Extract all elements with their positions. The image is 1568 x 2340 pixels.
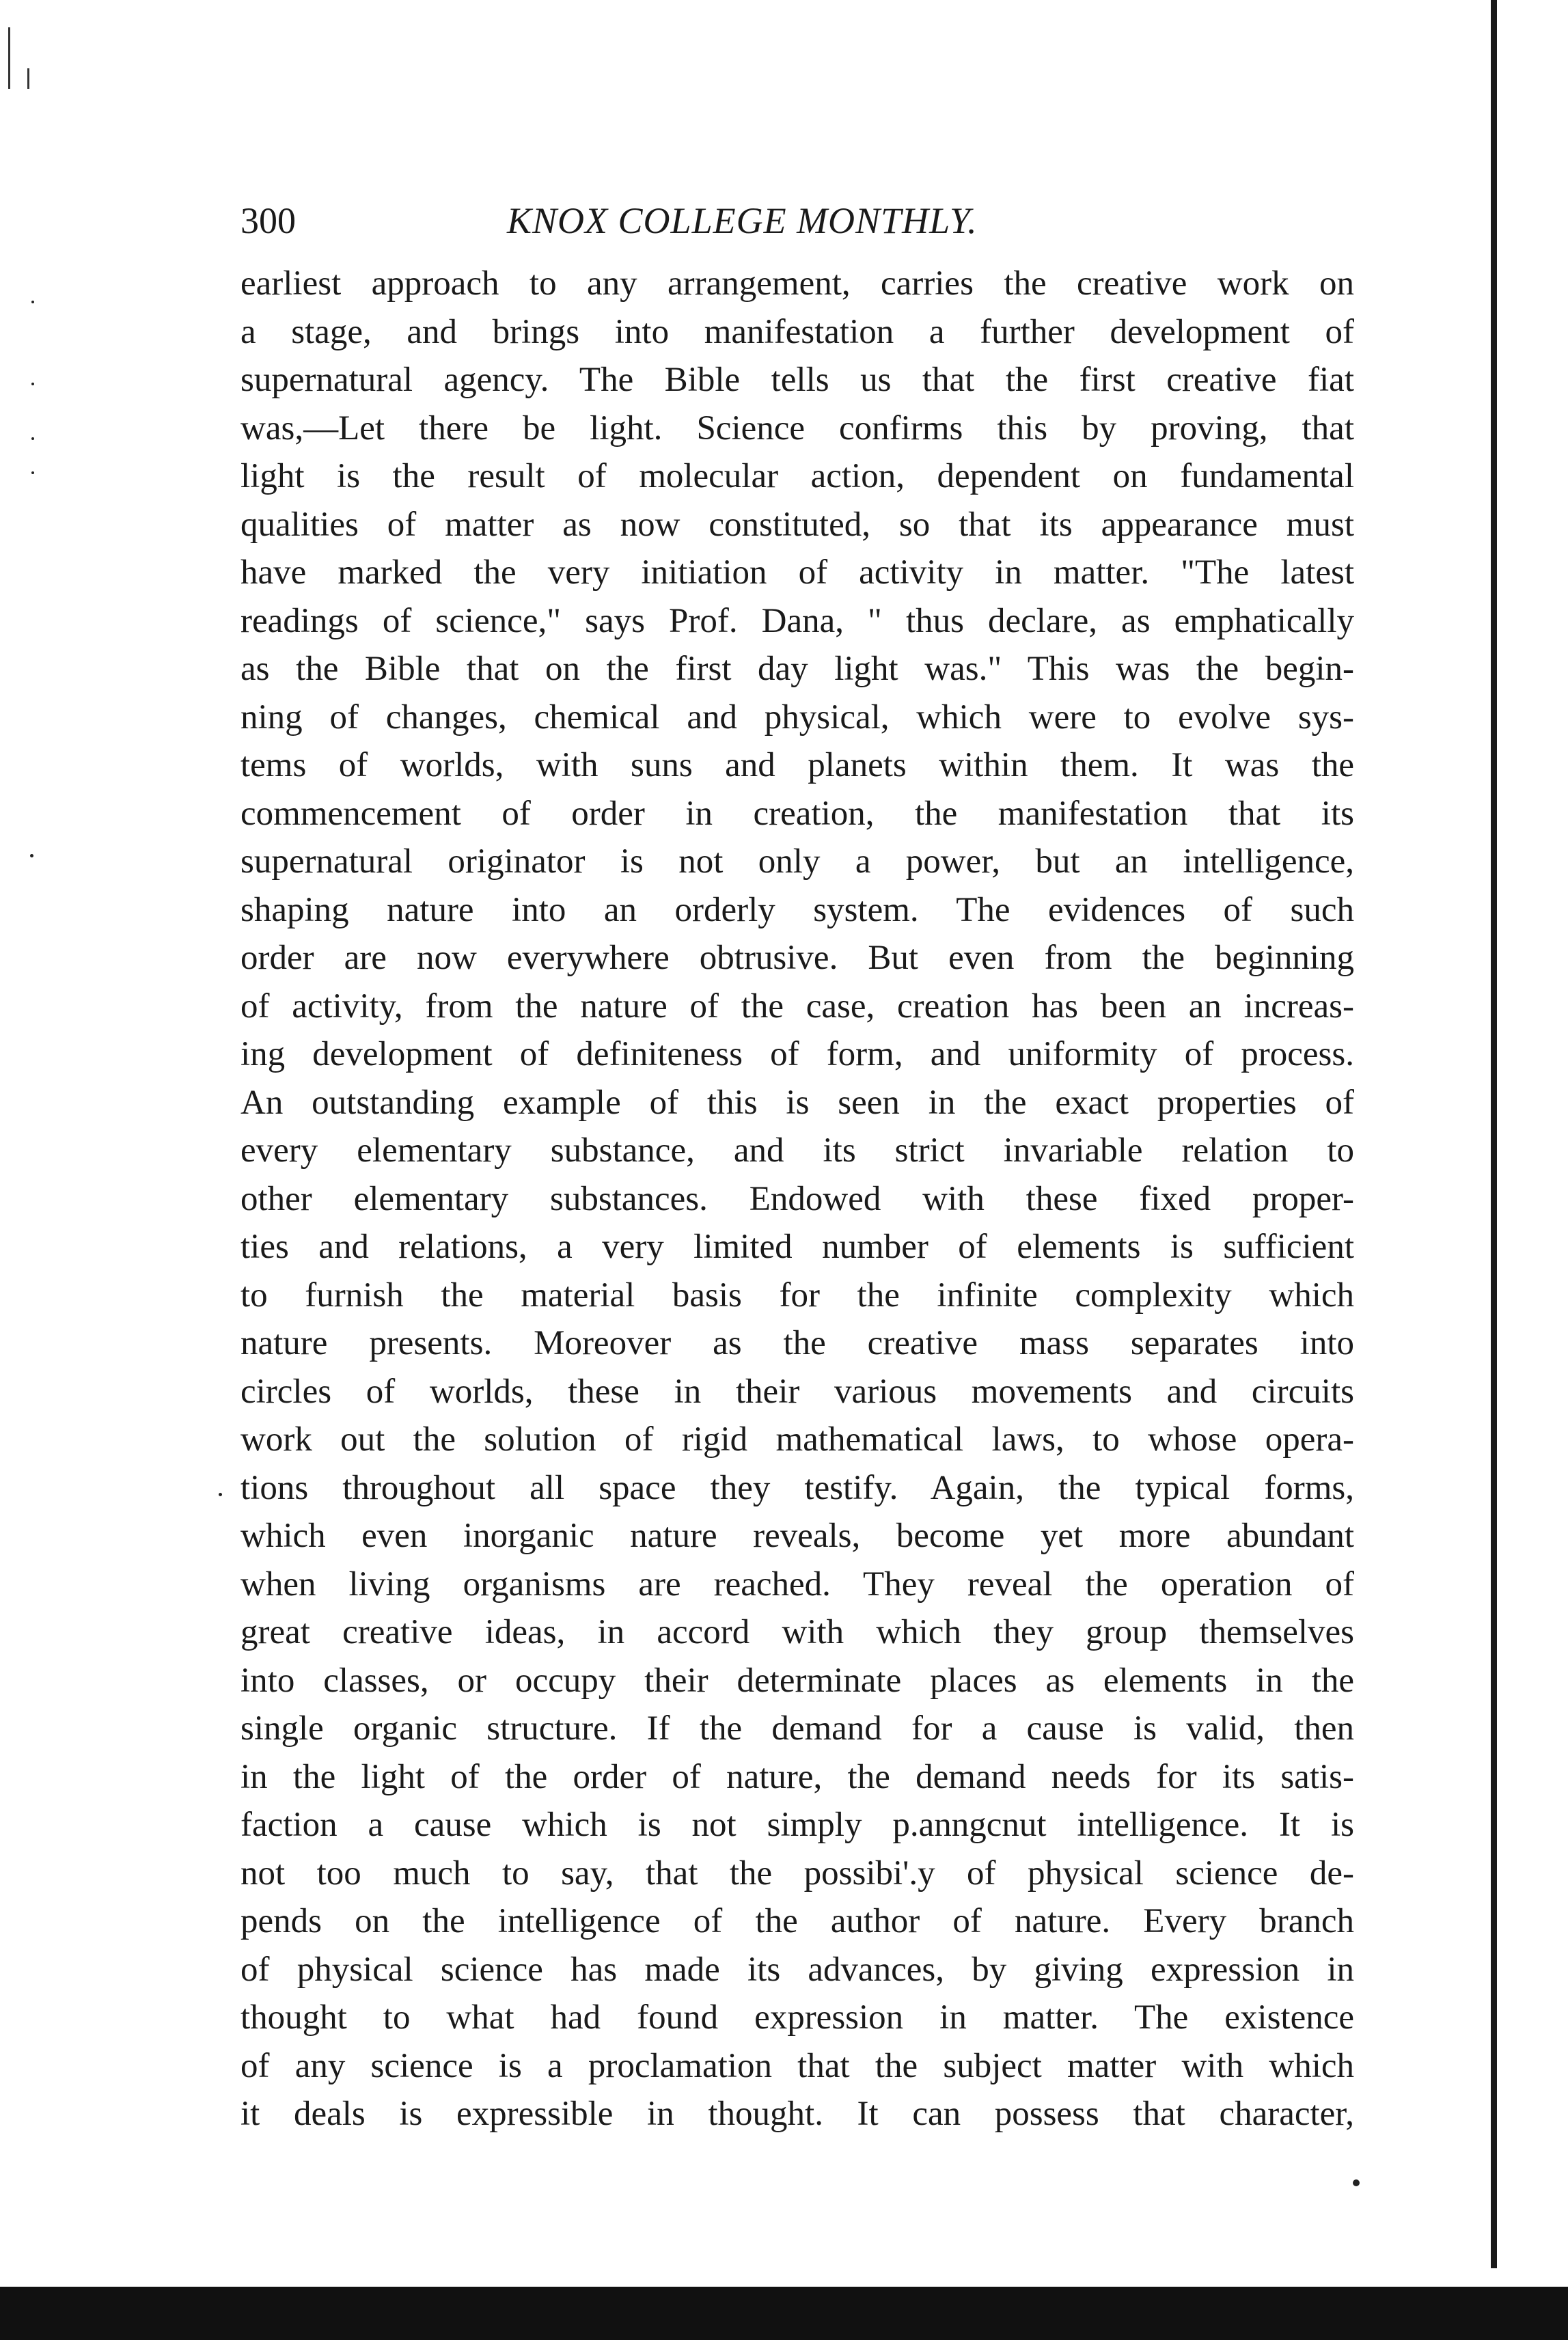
text-line: of any science is a proclamation that the subject matter with which xyxy=(240,2046,1354,2085)
text-line: thought to what had found expression in matter. The existence xyxy=(240,1998,1354,2037)
text-line: was,—Let there be light. Science confirms this by proving, that xyxy=(240,409,1354,448)
text-line: other elementary substances. Endowed with these fixed proper- xyxy=(240,1179,1354,1218)
text-line: into classes, or occupy their determinate places as elements in the xyxy=(240,1661,1354,1700)
text-line: as the Bible that on the first day light was." This was the begin- xyxy=(240,650,1354,688)
text-line: An outstanding example of this is seen in the exact properties of xyxy=(240,1083,1354,1122)
text-line: a stage, and brings into manifestation a further development of xyxy=(240,312,1354,351)
text-line: commencement of order in creation, the manifestation that its xyxy=(240,794,1354,833)
page-edge-rule xyxy=(1491,0,1497,2268)
text-line: when living organisms are reached. They reveal the operation of xyxy=(240,1565,1354,1603)
text-line: readings of science," says Prof. Dana, " thus declare, as emphatically xyxy=(240,601,1354,640)
text-line: tions throughout all space they testify. Again, the typical forms, xyxy=(240,1468,1354,1507)
text-line: ning of changes, chemical and physical, which were to evolve sys- xyxy=(240,698,1354,737)
text-line: in the light of the order of nature, the demand needs for its satis- xyxy=(240,1757,1354,1796)
text-line: light is the result of molecular action, dependent on fundamental xyxy=(240,457,1354,495)
text-line: not too much to say, that the possibi'.y of physical science de- xyxy=(240,1854,1354,1892)
margin-mark xyxy=(8,27,10,89)
text-line: single organic structure. If the demand for a cause is valid, then xyxy=(240,1709,1354,1748)
text-line: qualities of matter as now constituted, so that its appearance must xyxy=(240,505,1354,544)
text-line: have marked the very initiation of activity in matter. "The latest xyxy=(240,553,1354,592)
margin-dot xyxy=(31,471,34,474)
text-line: which even inorganic nature reveals, become yet more abundant xyxy=(240,1517,1354,1555)
text-line: ing development of definiteness of form, and uniformity of process. xyxy=(240,1035,1354,1073)
margin-dot xyxy=(1353,2179,1360,2186)
page-number: 300 xyxy=(240,200,296,241)
text-line: faction a cause which is not simply p.anngcnut intelligence. It is xyxy=(240,1806,1354,1844)
margin-dot xyxy=(31,301,34,303)
margin-dot xyxy=(30,854,33,857)
text-line: every elementary substance, and its strict invariable relation to xyxy=(240,1131,1354,1170)
scan-bottom-border xyxy=(0,2287,1568,2340)
text-line: supernatural originator is not only a power, but an intelligence, xyxy=(240,842,1354,881)
text-line: shaping nature into an orderly system. The evidences of such xyxy=(240,890,1354,929)
text-line: order are now everywhere obtrusive. But even from the beginning xyxy=(240,939,1354,977)
text-line: tems of worlds, with suns and planets within them. It was the xyxy=(240,746,1354,784)
margin-dot xyxy=(219,1493,222,1496)
text-line: earliest approach to any arrangement, carries the creative work on xyxy=(240,264,1354,303)
text-line: great creative ideas, in accord with which they group themselves xyxy=(240,1613,1354,1651)
text-line: of activity, from the nature of the case, creation has been an increas- xyxy=(240,987,1354,1026)
text-line: supernatural agency. The Bible tells us that the first creative fiat xyxy=(240,361,1354,399)
body-text xyxy=(240,260,1354,2138)
margin-dot xyxy=(31,437,34,440)
running-title: KNOX COLLEGE MONTHLY. xyxy=(507,200,978,241)
text-line: ties and relations, a very limited number of elements is sufficient xyxy=(240,1228,1354,1266)
text-line: work out the solution of rigid mathematical laws, to whose opera- xyxy=(240,1420,1354,1459)
page-header xyxy=(240,190,1354,251)
text-line: of physical science has made its advances, by giving expression in xyxy=(240,1950,1354,1989)
text-line: pends on the intelligence of the author of nature. Every branch xyxy=(240,1902,1354,1940)
margin-mark xyxy=(27,68,29,89)
text-line: to furnish the material basis for the infinite complexity which xyxy=(240,1276,1354,1314)
text-line: circles of worlds, these in their various movements and circuits xyxy=(240,1372,1354,1411)
margin-dot xyxy=(31,383,34,385)
text-line: nature presents. Moreover as the creative mass separates into xyxy=(240,1324,1354,1362)
text-line: it deals is expressible in thought. It can possess that character, xyxy=(240,2095,1354,2133)
